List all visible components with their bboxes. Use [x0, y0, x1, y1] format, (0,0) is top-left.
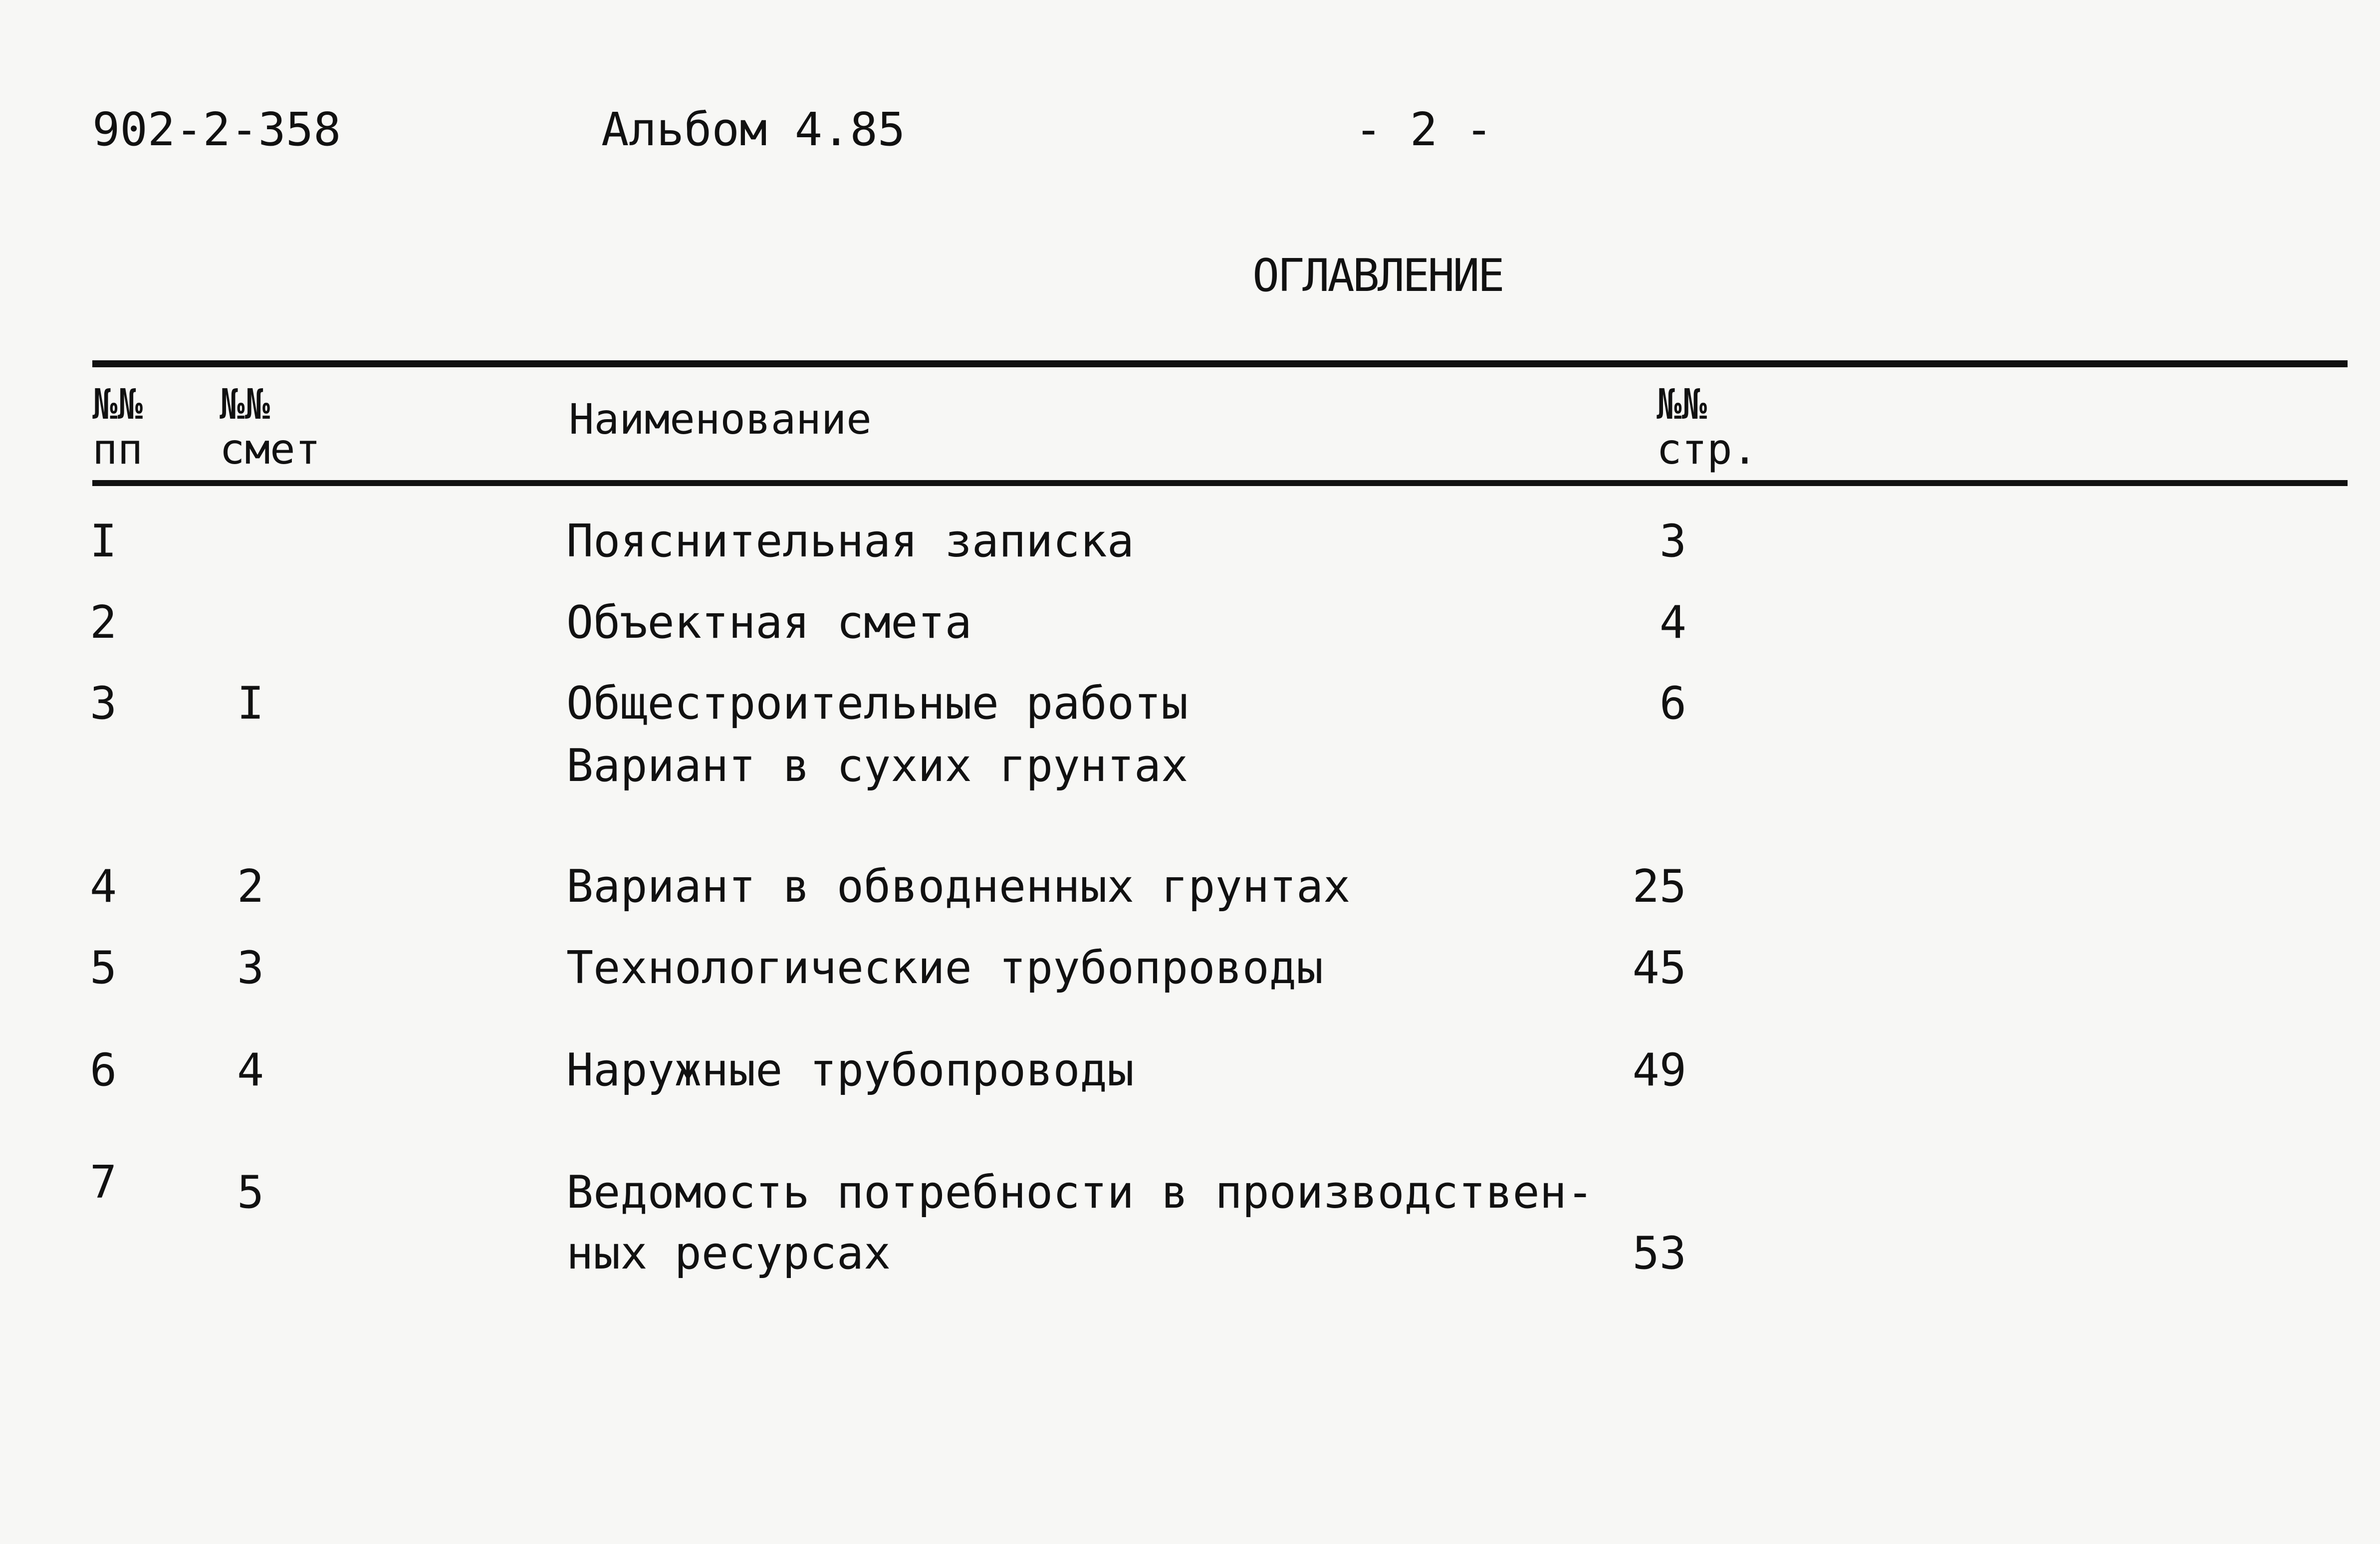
- row-6-num: 6: [90, 1044, 117, 1096]
- album-number: Альбом 4.85: [601, 103, 906, 156]
- column-header-num: №№ пп: [92, 380, 143, 474]
- row-5-page: 45: [1632, 942, 1686, 994]
- page-number: - 2 -: [1355, 103, 1493, 156]
- column-header-page: №№ стр.: [1657, 380, 1758, 474]
- row-7-estimate: 5: [237, 1166, 264, 1219]
- row-4-page: 25: [1632, 860, 1686, 913]
- row-1-page: 3: [1659, 515, 1686, 567]
- row-6-estimate: 4: [237, 1044, 264, 1096]
- row-2-page: 4: [1659, 596, 1686, 649]
- row-6-page: 49: [1632, 1044, 1686, 1096]
- row-5-estimate: 3: [237, 942, 264, 994]
- row-2-name: Объектная смета: [566, 596, 972, 649]
- row-4-estimate: 2: [237, 860, 264, 913]
- row-7-num: 7: [90, 1156, 117, 1209]
- row-7-page: 53: [1632, 1227, 1686, 1280]
- column-header-name: Наименование: [569, 395, 872, 444]
- row-1-name: Пояснительная записка: [566, 515, 1134, 567]
- table-header-rule: [92, 480, 2348, 486]
- row-6-name: Наружные трубопроводы: [566, 1044, 1134, 1096]
- row-3-estimate: I: [237, 677, 264, 730]
- row-3-name-line-1: Общестроительные работы: [566, 677, 1189, 730]
- row-5-name: Технологические трубопроводы: [566, 942, 1324, 994]
- document-code: 902-2-358: [92, 103, 341, 156]
- row-4-name: Вариант в обводненных грунтах: [566, 860, 1351, 913]
- row-3-name-line-2: Вариант в сухих грунтах: [566, 740, 1189, 792]
- row-4-num: 4: [90, 860, 117, 913]
- row-3-page: 6: [1659, 677, 1686, 730]
- toc-title: ОГЛАВЛЕНИЕ: [1252, 250, 1503, 302]
- row-2-num: 2: [90, 596, 117, 649]
- row-1-num: I: [90, 515, 117, 567]
- table-top-rule: [92, 360, 2348, 367]
- row-5-num: 5: [90, 942, 117, 994]
- column-header-estimate: №№ смет: [220, 380, 321, 474]
- row-7-name-line-1: Ведомость потребности в производствен-: [566, 1166, 1594, 1219]
- row-3-num: 3: [90, 677, 117, 730]
- row-7-name-line-2: ных ресурсах: [566, 1227, 891, 1280]
